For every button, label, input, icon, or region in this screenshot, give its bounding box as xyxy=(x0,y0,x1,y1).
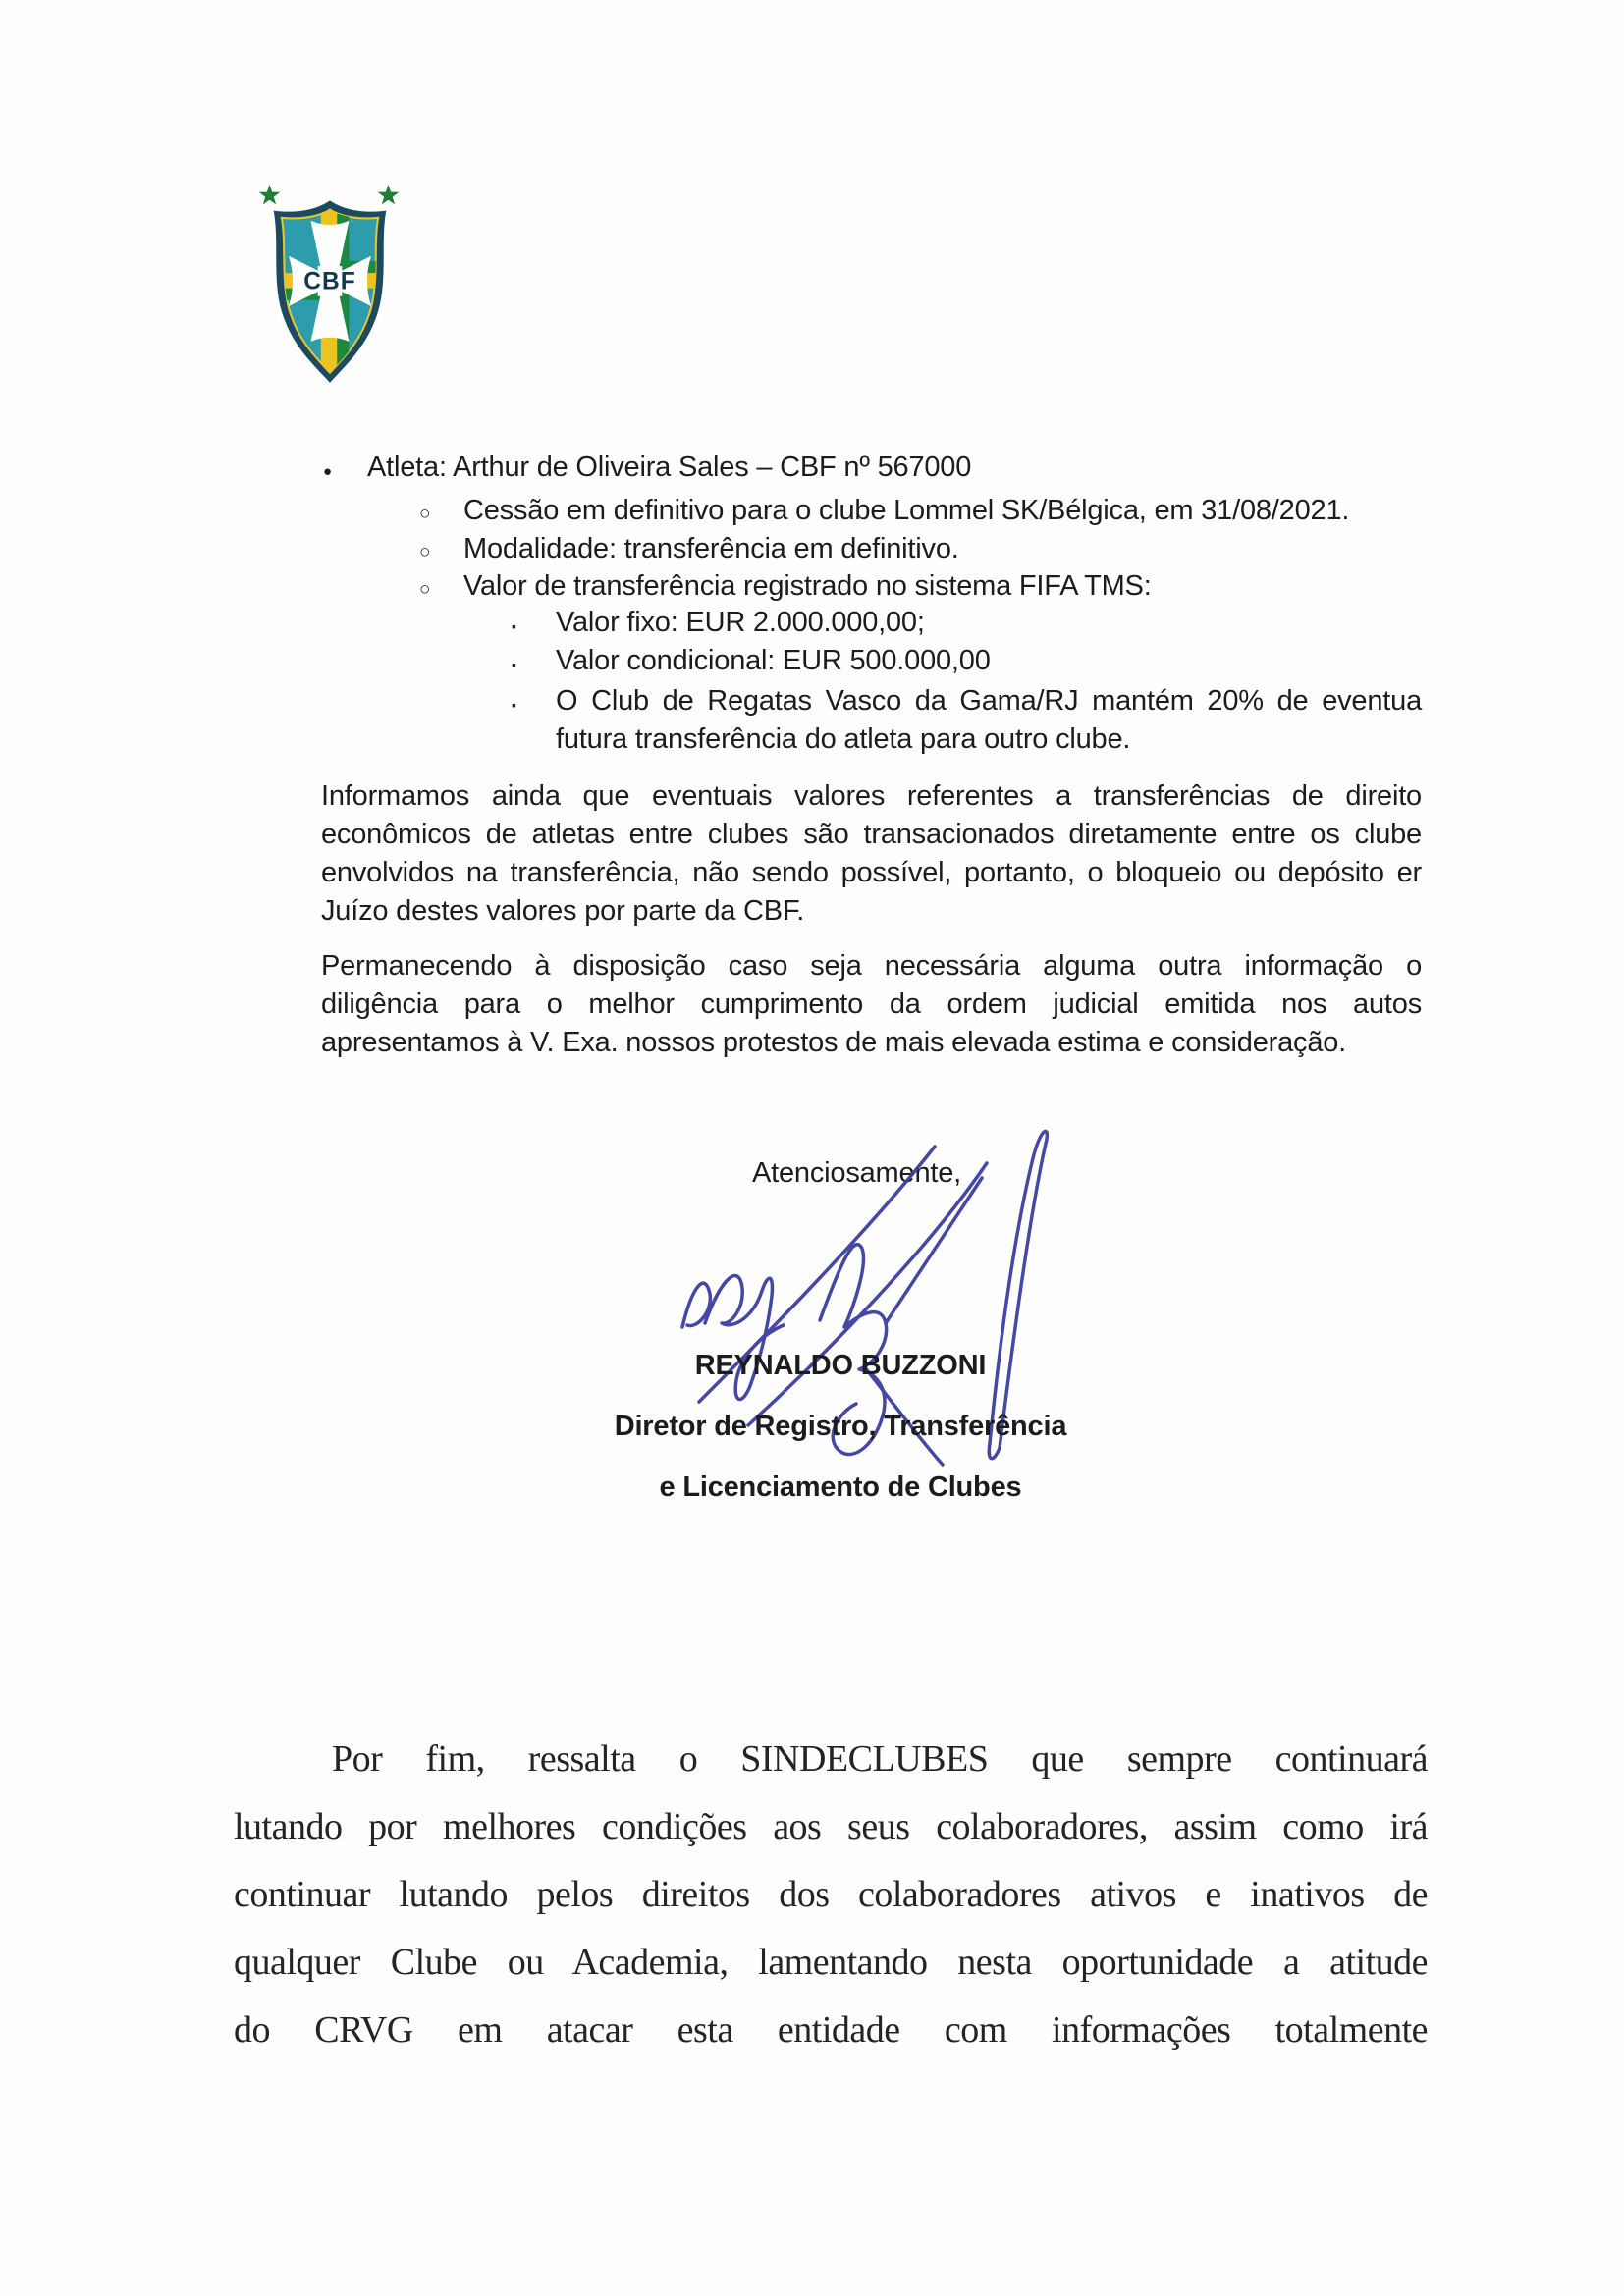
value-bullet-row xyxy=(512,604,1422,646)
cbf-logo-text: CBF xyxy=(303,268,356,295)
bullet-dot-icon: ● xyxy=(323,463,332,480)
athlete-bullet-row xyxy=(323,449,1422,491)
square-bullet-icon: ▪ xyxy=(512,618,516,634)
circle-bullet-icon: ○ xyxy=(419,579,431,600)
sub-item-text: Cessão em definitivo para o clube Lommel SK/Bélgica, em 31/08/2021. xyxy=(463,495,1350,526)
final-paragraph-line: Por fim, ressalta o SINDECLUBES que sempre continuará xyxy=(332,1738,1428,1780)
sub-bullet-row xyxy=(419,492,1422,533)
paragraph-line: envolvidos na transferência, não sendo possível, portanto, o bloqueio ou depósito er xyxy=(321,857,1422,888)
circle-bullet-icon: ○ xyxy=(419,504,431,524)
cbf-logo xyxy=(245,185,414,386)
vasco-line-2: futura transferência do atleta para outro clube. xyxy=(556,723,1131,755)
paragraph-informamos xyxy=(321,777,1422,931)
sub-bullet-row xyxy=(419,567,1422,609)
closing-text: Atenciosamente, xyxy=(752,1157,962,1189)
sub-bullet-row xyxy=(419,530,1422,571)
paragraph-line: econômicos de atletas entre clubes são transacionados diretamente entre os clube xyxy=(321,819,1422,850)
sub-item-text: Valor de transferência registrado no sistema FIFA TMS: xyxy=(463,570,1152,602)
sub-item-text: Modalidade: transferência em definitivo. xyxy=(463,533,959,564)
final-paragraph-line: qualquer Clube ou Academia, lamentando nesta oportunidade a atitude xyxy=(234,1942,1428,1983)
signatory-name: REYNALDO BUZZONI xyxy=(694,1350,987,1381)
final-paragraph-line: continuar lutando pelos direitos dos colaboradores ativos e inativos de xyxy=(234,1874,1428,1915)
final-paragraph-line: lutando por melhores condições aos seus colaboradores, assim como irá xyxy=(234,1806,1428,1847)
final-paragraph xyxy=(234,1726,1428,2064)
paragraph-line: diligência para o melhor cumprimento da ordem judicial emitida nos autos xyxy=(321,988,1422,1020)
square-bullet-icon: ▪ xyxy=(512,697,516,713)
value-item-text: Valor condicional: EUR 500.000,00 xyxy=(556,645,991,676)
value-item-text: Valor fixo: EUR 2.000.000,00; xyxy=(556,607,925,638)
vasco-item-text xyxy=(556,682,1422,759)
star-left-icon xyxy=(259,185,281,204)
circle-bullet-icon: ○ xyxy=(419,542,431,562)
signatory-title-2: e Licenciamento de Clubes xyxy=(659,1471,1022,1503)
paragraph-line: Permanecendo à disposição caso seja necessária alguma outra informação o xyxy=(321,950,1422,982)
athlete-text: Atleta: Arthur de Oliveira Sales – CBF nº 567000 xyxy=(367,452,972,483)
signatory-title-1: Diretor de Registro, Transferência xyxy=(614,1411,1067,1442)
final-paragraph-line: do CRVG em atacar esta entidade com informações totalmente xyxy=(234,2009,1428,2051)
vasco-bullet-row xyxy=(512,682,1422,759)
value-bullet-row xyxy=(512,642,1422,684)
paragraph-permanecendo xyxy=(321,947,1422,1062)
vasco-line-1: O Club de Regatas Vasco da Gama/RJ mantém 20% de eventua xyxy=(556,685,1422,717)
paragraph-line: apresentamos à V. Exa. nossos protestos de mais elevada estima e consideração. xyxy=(321,1027,1347,1058)
star-right-icon xyxy=(378,185,400,204)
paragraph-line: Informamos ainda que eventuais valores referentes a transferências de direito xyxy=(321,780,1422,812)
square-bullet-icon: ▪ xyxy=(512,657,516,672)
paragraph-line: Juízo destes valores por parte da CBF. xyxy=(321,895,805,927)
